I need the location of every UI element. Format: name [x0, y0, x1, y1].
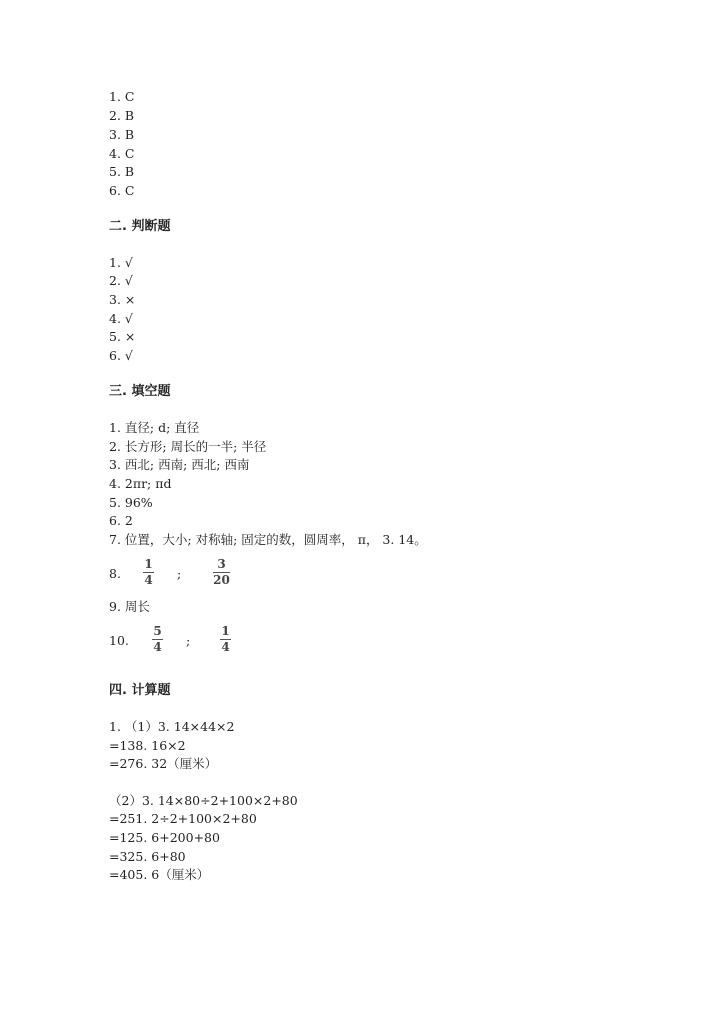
fraction-numerator: 3	[217, 557, 226, 571]
calc-part1-line-1: 1. （1）3. 14×44×2	[109, 719, 235, 734]
fill-answer-10-fraction-1	[152, 625, 163, 654]
choice-answer-5: 5. B	[109, 164, 135, 179]
fill-answer-10-separator: ;	[186, 633, 191, 648]
fill-answer-3: 3. 西北; 西南; 西北; 西南	[109, 457, 250, 472]
fraction-denominator: 4	[221, 640, 230, 654]
fill-answer-6: 6. 2	[109, 513, 133, 528]
fill-answer-10-label: 10.	[109, 633, 129, 648]
judge-answer-4: 4. √	[109, 311, 133, 326]
fill-answer-2: 2. 长方形; 周长的一半; 半径	[109, 439, 267, 454]
fraction-denominator: 4	[144, 573, 153, 587]
judge-answer-1: 1. √	[109, 255, 133, 270]
fill-answer-8-fraction-1	[143, 558, 154, 587]
fraction-numerator: 1	[144, 557, 153, 571]
fill-section-title: 三. 填空题	[109, 384, 171, 399]
choice-answer-1: 1. C	[109, 89, 135, 104]
fraction-denominator: 4	[153, 640, 162, 654]
calc-part2-line-2: =251. 2÷2+100×2+80	[109, 811, 257, 826]
calc-part1-line-2: =138. 16×2	[109, 738, 186, 753]
fraction-numerator: 1	[221, 624, 230, 638]
choice-answer-4: 4. C	[109, 146, 135, 161]
fraction-denominator: 20	[213, 573, 230, 587]
calc-part2-line-4: =325. 6+80	[109, 849, 186, 864]
calc-part1-line-3: =276. 32（厘米）	[109, 756, 218, 771]
fill-answer-5: 5. 96%	[109, 495, 153, 510]
judge-answer-6: 6. √	[109, 348, 133, 363]
fill-answer-10-fraction-2	[220, 625, 231, 654]
fill-answer-1: 1. 直径; d; 直径	[109, 420, 200, 435]
fill-answer-8-label: 8.	[109, 566, 121, 581]
fill-answer-8-fraction-2	[213, 558, 230, 587]
judge-answer-2: 2. √	[109, 273, 133, 288]
judge-answer-5: 5. ×	[109, 329, 136, 344]
fraction-numerator: 5	[153, 624, 162, 638]
choice-answer-6: 6. C	[109, 183, 135, 198]
judge-answer-3: 3. ×	[109, 292, 136, 307]
fill-answer-8-separator: ;	[177, 566, 182, 581]
choice-answer-2: 2. B	[109, 108, 135, 123]
calc-part2-line-3: =125. 6+200+80	[109, 830, 220, 845]
fill-answer-4: 4. 2πr; πd	[109, 476, 172, 491]
choice-answer-3: 3. B	[109, 127, 135, 142]
judge-section-title: 二. 判断题	[109, 219, 171, 234]
fill-answer-7: 7. 位置，大小; 对称轴; 固定的数，圆周率， π， 3. 14。	[109, 532, 427, 547]
fill-answer-9: 9. 周长	[109, 599, 150, 614]
calc-part2-line-5: =405. 6（厘米）	[109, 867, 210, 882]
calc-section-title: 四. 计算题	[109, 683, 171, 698]
calc-part2-line-1: （2）3. 14×80÷2+100×2+80	[109, 793, 298, 808]
